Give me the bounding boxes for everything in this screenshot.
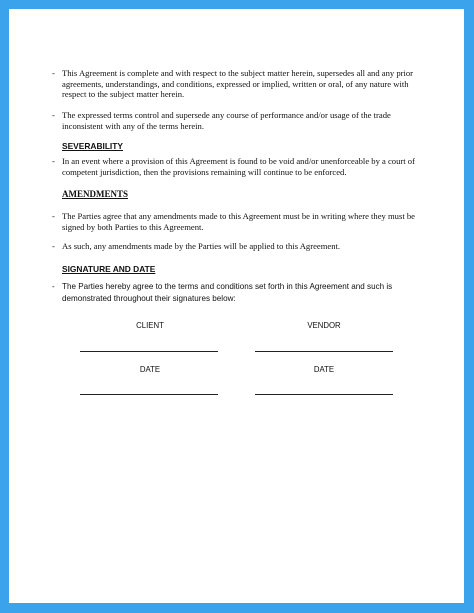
bullet-marker: - (52, 156, 55, 166)
vendor-date-label: DATE (313, 365, 335, 374)
client-date-label: DATE (139, 365, 161, 374)
clause-text: The Parties hereby agree to the terms and conditions set forth in this Agreement and such is demonstrated throughout their signatures below: (62, 282, 393, 303)
bullet-marker: - (52, 68, 55, 78)
vendor-label: VENDOR (307, 321, 341, 330)
list-item (52, 156, 424, 177)
clause-text: As such, any amendments made by the Parties will be applied to this Agreement. (62, 241, 341, 251)
list-item (52, 281, 424, 304)
bullet-marker: - (52, 110, 55, 120)
client-date-line[interactable] (80, 394, 218, 395)
list-item (52, 68, 424, 100)
bullet-marker: - (52, 211, 55, 221)
section-heading-severability: SEVERABILITY (62, 141, 123, 151)
clause-text: In an event where a provision of this Agreement is found to be void and/or unenforceable by a court of competent jurisdiction, then the provisions remaining will continue to be enforced. (62, 156, 415, 177)
vendor-date-line[interactable] (255, 394, 393, 395)
clause-text: The Parties agree that any amendments made to this Agreement must be in writing where they must be signed by both Parties to this Agreement. (62, 211, 415, 232)
clause-text: The expressed terms control and supersede any course of performance and/or usage of the trade inconsistent with any of the terms herein. (62, 110, 391, 131)
document-page (9, 9, 464, 603)
client-signature-line[interactable] (80, 351, 218, 352)
list-item (52, 211, 424, 232)
list-item (52, 110, 424, 131)
vendor-signature-line[interactable] (255, 351, 393, 352)
section-heading-signature: SIGNATURE AND DATE (62, 264, 156, 274)
bullet-marker: - (52, 282, 55, 291)
bullet-marker: - (52, 241, 55, 251)
clause-text: This Agreement is complete and with respect to the subject matter herein, supersedes all and any prior agreements, understandings, and conditions, expressed or implied, written or oral, of any nature with respect to the subject matter herein. (62, 68, 414, 100)
list-item (52, 241, 424, 252)
section-heading-amendments: AMENDMENTS (62, 189, 129, 199)
client-label: CLIENT (136, 321, 164, 330)
